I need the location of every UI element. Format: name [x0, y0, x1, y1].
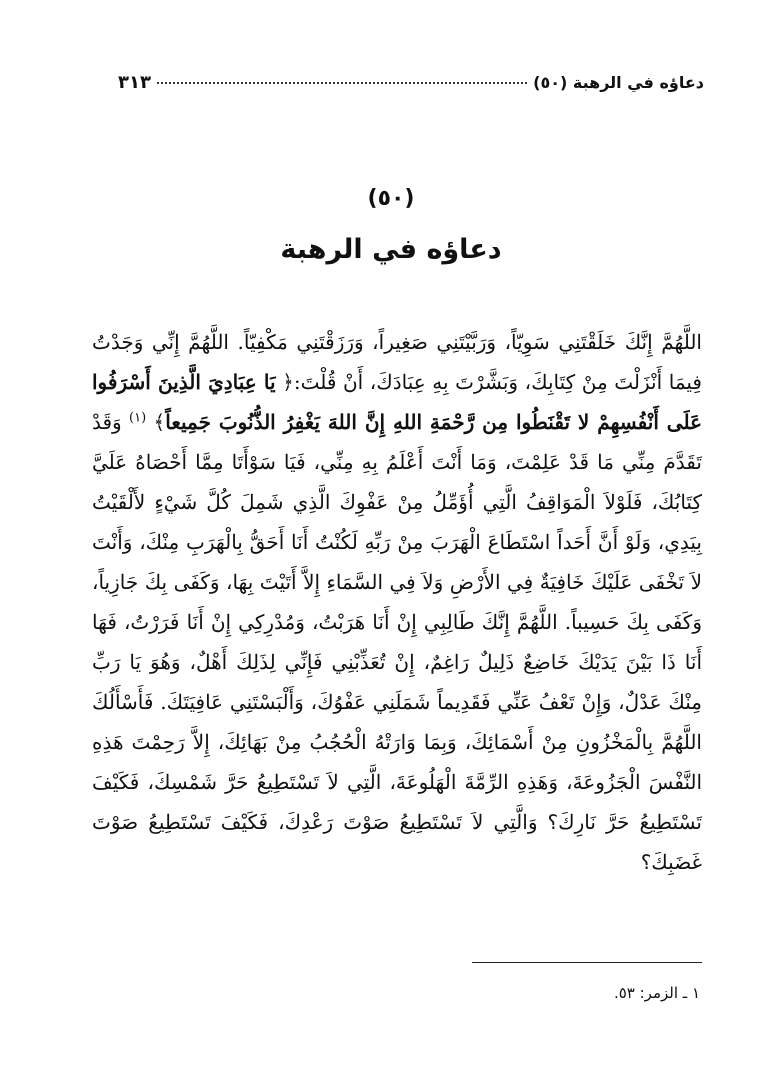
footnote-separator	[472, 962, 702, 963]
text-part-1: اللَّهُمَّ إِنَّكَ خَلَقْتَنِي سَوِيّاً، وَرَبَّيْتَنِي صَغِيراً، وَرَزَقْتَنِي مَكْفِيّاً. اللَّهُمَّ إِنِّي وَجَدْتُ فِيمَا أَنْزَلْتَ مِنْ كِتَابِكَ، وَبَشَّرْتَ بِهِ عِبَادَكَ، أَنْ قُلْتَ:﴿	[92, 330, 702, 394]
quran-verse: يَا عِبَادِيَ الَّذِينَ أَسْرَفُوا عَلَى أَنْفُسِهِمْ لا تَقْنَطُوا مِن رَّحْمَةِ اللهِ إِنَّ اللهَ يَغْفِرُ الذُّنُوبَ جَمِيعاً	[92, 370, 703, 434]
chapter-title: دعاؤه في الرهبة	[280, 234, 502, 265]
footnote-marker: (١)	[129, 410, 147, 426]
verse-close-bracket: ﴾	[153, 410, 166, 434]
header-dot-leader	[157, 82, 527, 84]
header-title: دعاؤه في الرهبة (٥٠)	[533, 73, 704, 92]
chapter-number: (٥٠)	[367, 186, 415, 211]
supplication-text	[92, 322, 702, 882]
running-header	[118, 72, 704, 93]
page-number: ٣١٣	[118, 72, 151, 93]
body-paragraph	[92, 322, 702, 882]
text-part-2: وَقَدْ تَقَدَّمَ مِنِّي مَا قَدْ عَلِمْتَ، وَمَا أَنْتَ أَعْلَمُ بِهِ مِنِّي، فَيَا سَوْأَتَا مِمَّا أَحْصَاهُ عَلَيَّ كِتَابُكَ، فَلَوْلاَ الْمَوَاقِفُ الَّتِي أُؤَمِّلُ مِنْ عَفْوِكَ الَّذِي شَمِلَ كُلَّ شَيْءٍ لأَلْقَيْتُ بِيَدِي، وَلَوْ أَنَّ أَحَداً اسْتَطَاعَ الْهَرَبَ مِنْ رَبِّهِ لَكُنْتُ أَنَا أَحَقُّ بِالْهَرَبِ مِنْكَ، وَأَنْتَ لاَ تَخْفَى عَلَيْكَ خَافِيَةٌ فِي الأَرْضِ وَلاَ فِي السَّمَاءِ إِلاَّ أَتَيْتَ بِهَا، وَكَفَى بِكَ جَازِياً، وَكَفَى بِكَ حَسِيباً. اللَّهُمَّ إِنَّكَ طَالِبِي إِنْ أَنَا هَرَبْتُ، وَمُدْرِكِي إِنْ أَنَا فَرَرْتُ، فَهَا أَنَا ذَا بَيْنَ يَدَيْكَ خَاضِعٌ ذَلِيلٌ رَاغِمٌ، إِنْ تُعَذِّبْنِي فَإِنِّي لِذَلِكَ أَهْلٌ، وَهُوَ يَا رَبِّ مِنْكَ عَدْلٌ، وَإِنْ تَعْفُ عَنِّي فَقَدِيماً شَمَلَنِي عَفْوُكَ، وَأَلْبَسْتَنِي عَافِيَتَكَ. فَأَسْأَلُكَ اللَّهُمَّ بِالْمَخْزُونِ مِنْ أَسْمَائِكَ، وَبِمَا وَارَتْهُ الْحُجُبُ مِنْ بَهَائِكَ، إِلاَّ رَحِمْتَ هَذِهِ النَّفْسَ الْجَزُوعَةَ، وَهَذِهِ الرِّمَّةَ الْهَلُوعَةَ، الَّتِي لاَ تَسْتَطِيعُ حَرَّ شَمْسِكَ، فَكَيْفَ تَسْتَطِيعُ حَرَّ نَارِكَ؟ وَالَّتِي لاَ تَسْتَطِيعُ صَوْتَ رَعْدِكَ، فَكَيْفَ تَسْتَطِيعُ صَوْتَ غَضَبِكَ؟	[92, 410, 703, 874]
footnote: ١ ـ الزمر: ٥٣.	[613, 984, 700, 1002]
